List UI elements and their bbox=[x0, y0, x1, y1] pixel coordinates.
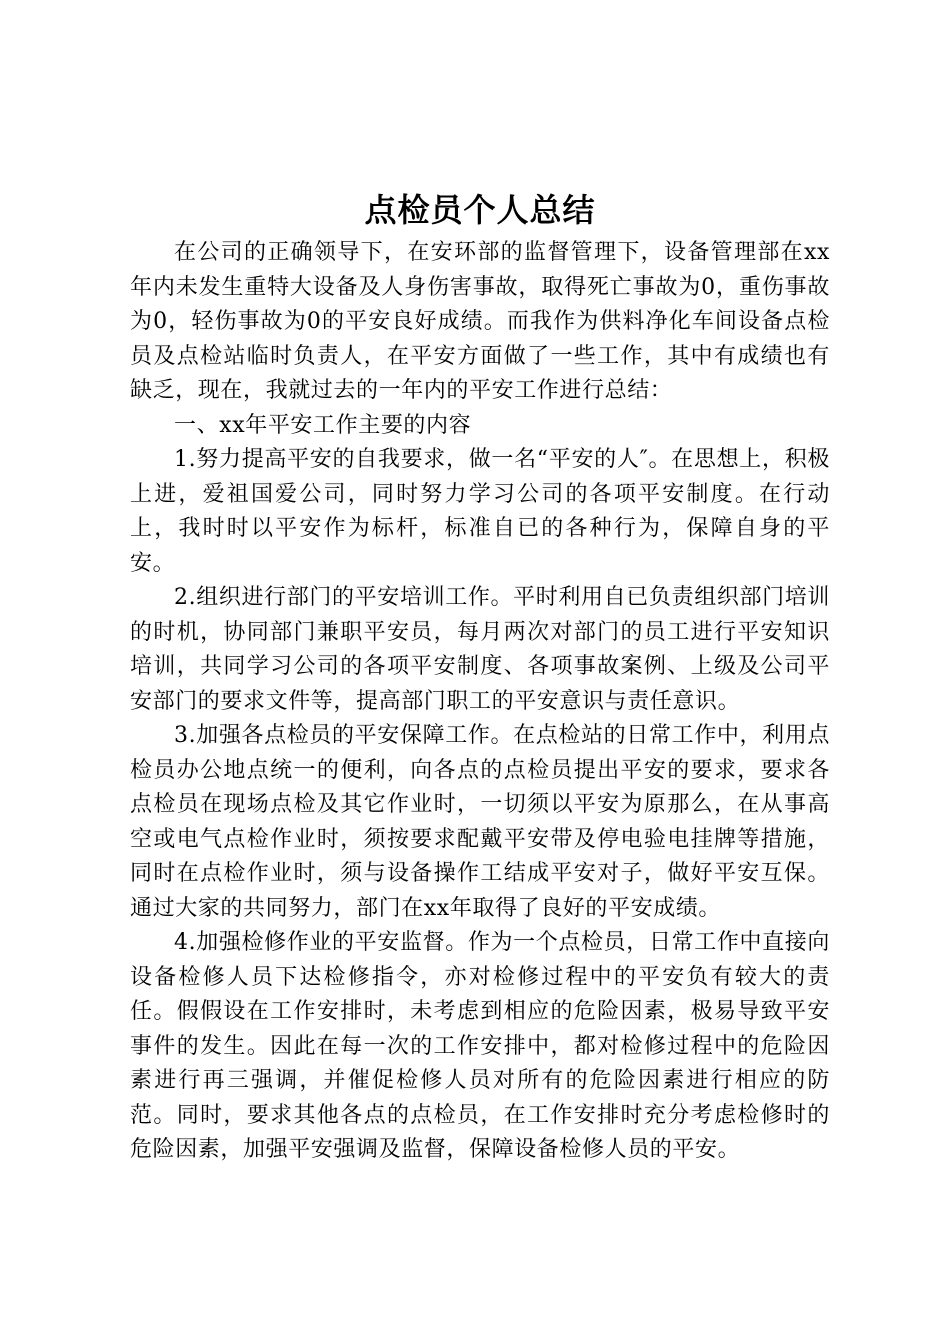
item-paragraph-2: 2.组织进行部门的平安培训工作。平时利用自已负责组织部门培训的时机，协同部门兼职平安员，每月两次对部门的员工进行平安知识培训，共同学习公司的各项平安制度、各项事故案例、上级及公司平安部门的要求文件等，提高部门职工的平安意识与责任意识。 bbox=[130, 585, 830, 714]
item-paragraph-1: 1.努力提高平安的自我要求，做一名“平安的人″。在思想上，积极上进，爱祖国爱公司，同时努力学习公司的各项平安制度。在行动上，我时时以平安作为标杆，标准自已的各种行为，保障自身的平安。 bbox=[130, 447, 830, 576]
document-page bbox=[130, 188, 830, 1168]
document-title: 点检员个人总结 bbox=[364, 191, 596, 229]
intro-paragraph: 在公司的正确领导下，在安环部的监督管理下，设备管理部在xx年内未发生重特大设备及人身伤害事故，取得死亡事故为0，重伤事故为0，轻伤事故为0的平安良好成绩。而我作为供料净化车间设备点检员及点检站临时负责人，在平安方面做了一些工作，其中有成绩也有缺乏，现在，我就过去的一年内的平安工作进行总结： bbox=[130, 240, 830, 403]
item-paragraph-4: 4.加强检修作业的平安监督。作为一个点检员，日常工作中直接向设备检修人员下达检修指令，亦对检修过程中的平安负有较大的责任。假假设在工作安排时，未考虑到相应的危险因素，极易导致平安事件的发生。因此在每一次的工作安排中，都对检修过程中的危险因素进行再三强调，并催促检修人员对所有的危险因素进行相应的防范。同时，要求其他各点的点检员，在工作安排时充分考虑检修时的危险因素，加强平安强调及监督，保障设备检修人员的平安。 bbox=[130, 930, 830, 1162]
item-paragraph-3: 3.加强各点检员的平安保障工作。在点检站的日常工作中，利用点检员办公地点统一的便利，向各点的点检员提出平安的要求，要求各点检员在现场点检及其它作业时，一切须以平安为原那么，在从事高空或电气点检作业时，须按要求配戴平安带及停电验电挂牌等措施，同时在点检作业时，须与设备操作工结成平安对子，做好平安互保。通过大家的共同努力，部门在xx年取得了良好的平安成绩。 bbox=[130, 723, 830, 921]
section-heading: 一、xx年平安工作主要的内容 bbox=[174, 412, 472, 438]
